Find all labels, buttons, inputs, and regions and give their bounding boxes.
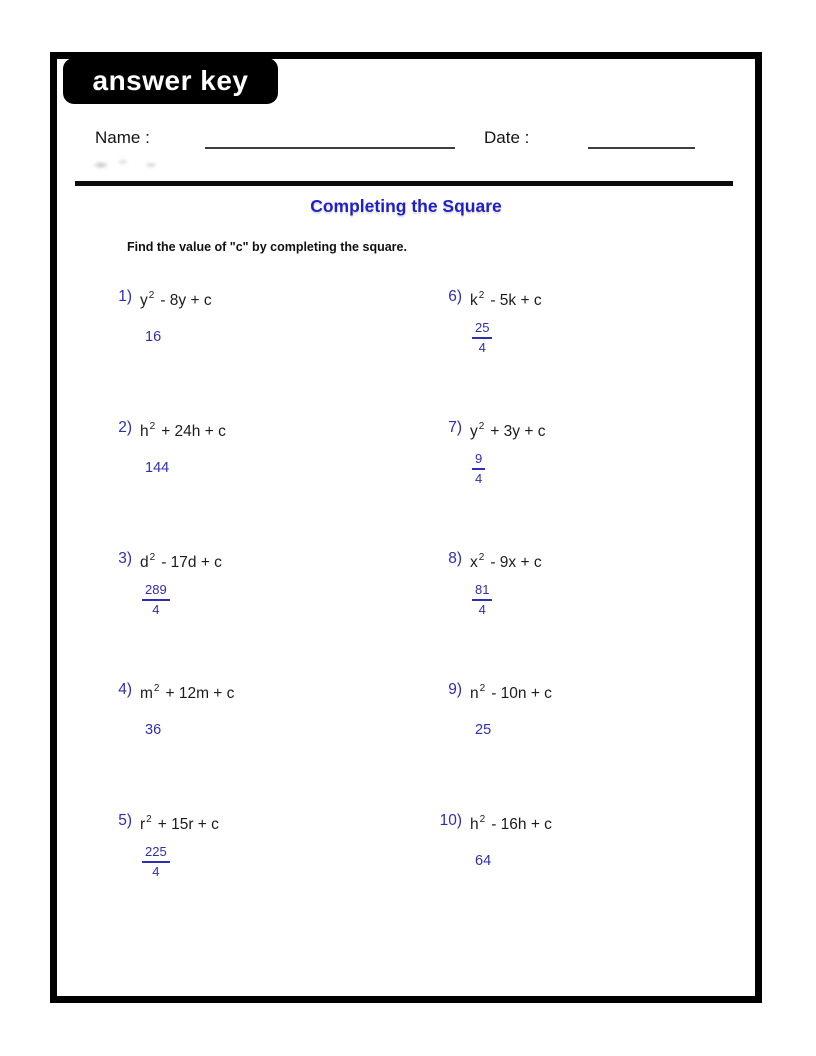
exponent: 2 [149, 552, 156, 563]
expression-base: h [470, 816, 479, 834]
problem-number: 5) [118, 812, 132, 829]
expression-base: n [470, 685, 479, 703]
fraction-denominator: 4 [478, 340, 486, 356]
fraction-numerator: 81 [472, 583, 492, 601]
problem-number: 3) [118, 550, 132, 567]
exponent: 2 [478, 552, 485, 563]
date-label: Date : [484, 128, 530, 147]
problem-4 [106, 679, 234, 738]
fraction-denominator: 4 [478, 602, 486, 618]
problem-expression [140, 286, 212, 311]
problem-number: 8) [448, 550, 462, 567]
problem-5-line [106, 810, 219, 835]
problem-6-line [436, 286, 542, 311]
problem-2 [106, 417, 226, 476]
answer-value: 25 [475, 722, 492, 739]
expression-tail: + 15r + c [157, 816, 219, 834]
name-blank-line [205, 147, 455, 149]
worksheet-title: Completing the Square [310, 196, 502, 216]
problem-expression [140, 548, 222, 573]
expression-base: k [470, 292, 478, 310]
worksheet-page [50, 52, 762, 1003]
expression-tail: - 10n + c [491, 685, 552, 703]
answer-fraction [472, 583, 492, 618]
problem-number: 7) [448, 419, 462, 436]
expression-base: x [470, 554, 478, 572]
problem-6 [436, 286, 542, 357]
expression-tail: + 24h + c [161, 423, 226, 441]
problem-expression [140, 679, 234, 704]
instruction-text: Find the value of "c" by completing the square. [127, 240, 407, 254]
fraction-numerator: 25 [472, 321, 492, 339]
name-label: Name : [95, 128, 150, 147]
expression-tail: - 5k + c [490, 292, 542, 310]
expression-base: y [470, 423, 478, 441]
fraction-numerator: 225 [142, 845, 170, 863]
exponent: 2 [479, 683, 486, 694]
problem-4-line [106, 679, 234, 704]
problem-10 [436, 810, 552, 869]
answer-value: 16 [145, 329, 162, 346]
exponent: 2 [148, 290, 155, 301]
problem-expression [470, 810, 552, 835]
expression-tail: - 17d + c [161, 554, 222, 572]
problem-10-line [436, 810, 552, 835]
fraction-numerator: 9 [472, 452, 485, 470]
erased-text-remnant [85, 156, 171, 173]
problem-expression [470, 286, 542, 311]
fraction-numerator: 289 [142, 583, 170, 601]
exponent: 2 [479, 814, 486, 825]
problem-9-line [436, 679, 552, 704]
answer-key-badge [63, 58, 278, 104]
problem-7-line [436, 417, 545, 442]
problem-2-line [106, 417, 226, 442]
expression-base: h [140, 423, 149, 441]
problem-expression [140, 810, 219, 835]
expression-tail: + 12m + c [165, 685, 235, 703]
problem-number: 10) [439, 812, 462, 829]
problem-number: 1) [118, 288, 132, 305]
fraction-denominator: 4 [152, 602, 160, 618]
problem-5 [106, 810, 219, 881]
fraction-denominator: 4 [152, 864, 160, 880]
problem-8-line [436, 548, 542, 573]
problem-expression [470, 679, 552, 704]
problem-expression [140, 417, 226, 442]
problem-1-line [106, 286, 212, 311]
fraction-denominator: 4 [475, 471, 483, 487]
problem-number: 2) [118, 419, 132, 436]
problem-9 [436, 679, 552, 738]
answer-fraction [142, 583, 170, 618]
expression-base: d [140, 554, 149, 572]
double-rule-divider [75, 181, 733, 186]
problem-3 [106, 548, 222, 619]
answer-fraction [142, 845, 170, 880]
problem-8 [436, 548, 542, 619]
answer-fraction [472, 452, 485, 487]
expression-tail: + 3y + c [490, 423, 546, 441]
exponent: 2 [153, 683, 160, 694]
date-blank-line [588, 147, 695, 149]
problem-number: 9) [448, 681, 462, 698]
answer-value: 36 [145, 722, 162, 739]
problem-3-line [106, 548, 222, 573]
expression-tail: - 8y + c [160, 292, 212, 310]
expression-base: y [140, 292, 148, 310]
expression-tail: - 9x + c [490, 554, 542, 572]
answer-value: 144 [145, 460, 170, 477]
problem-number: 4) [118, 681, 132, 698]
problem-1 [106, 286, 212, 345]
answer-key-label: answer key [92, 65, 249, 96]
answer-fraction [472, 321, 492, 356]
answer-value: 64 [475, 853, 492, 870]
expression-base: r [140, 816, 146, 834]
problem-expression [470, 548, 542, 573]
problem-7 [436, 417, 545, 488]
exponent: 2 [146, 814, 152, 825]
expression-base: m [140, 685, 153, 703]
problem-expression [470, 417, 545, 442]
exponent: 2 [478, 421, 485, 432]
problem-number: 6) [448, 288, 462, 305]
exponent: 2 [478, 290, 485, 301]
expression-tail: - 16h + c [491, 816, 552, 834]
exponent: 2 [149, 421, 156, 432]
